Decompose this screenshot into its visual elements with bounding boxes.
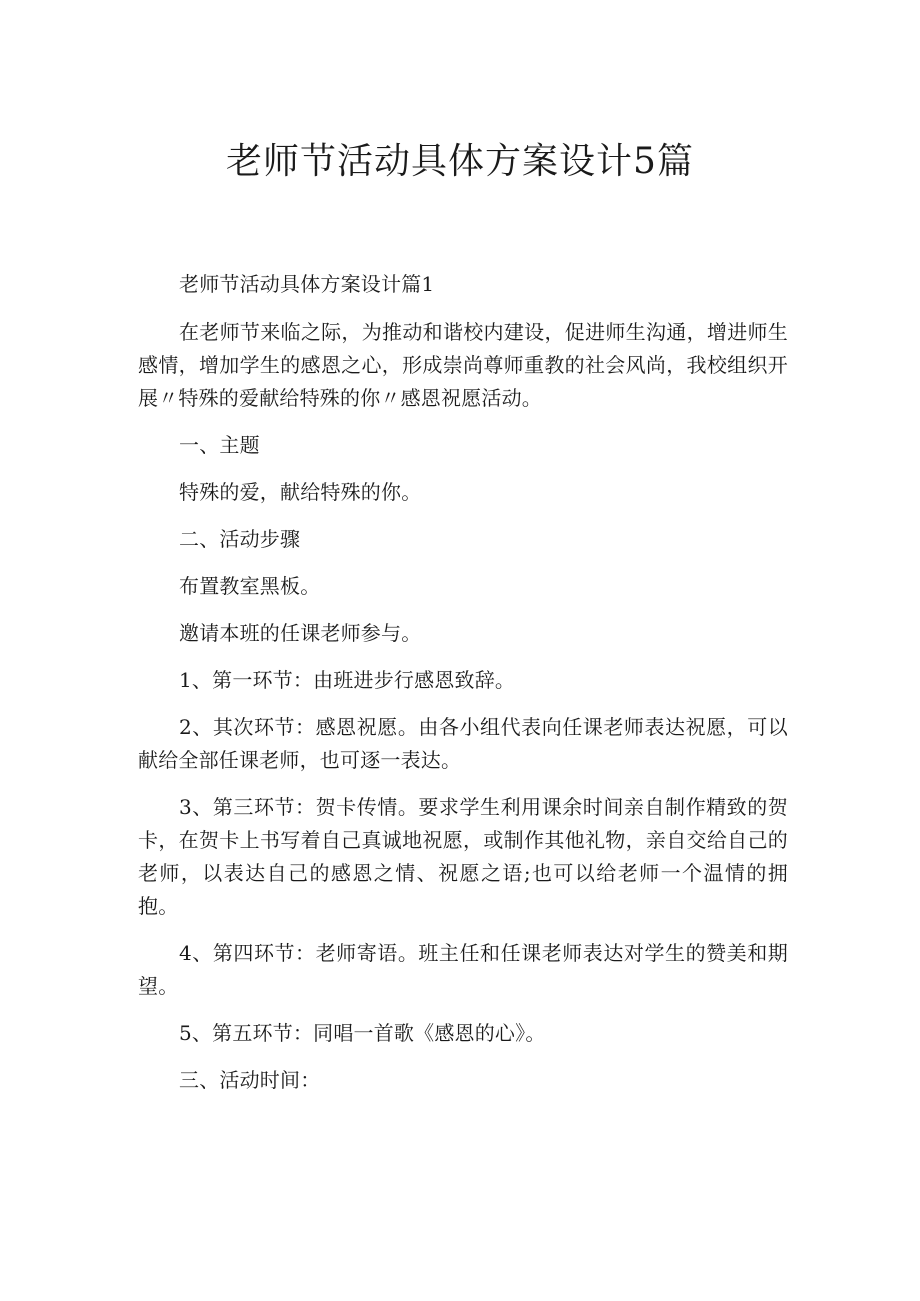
step-item-4: 4、第四环节：老师寄语。班主任和任课老师表达对学生的赞美和期望。 [138, 941, 788, 998]
section-heading: 老师节活动具体方案设计篇1 [179, 272, 435, 296]
steps-heading: 二、活动步骤 [179, 527, 301, 551]
step-item-5: 5、第五环节：同唱一首歌《感恩的心》。 [179, 1021, 546, 1045]
step-item-3: 3、第三环节：贺卡传情。要求学生利用课余时间亲自制作精致的贺卡，在贺卡上书写着自己真诚地祝愿，或制作其他礼物，亲自交给自己的老师，以表达自己的感恩之情、祝愿之语;也可以给老师一个温情的拥抱。 [138, 795, 788, 918]
step-text: 布置教室黑板。 [179, 574, 321, 598]
step-text: 邀请本班的任课老师参与。 [179, 621, 422, 645]
intro-paragraph: 在老师节来临之际，为推动和谐校内建设，促进师生沟通，增进师生感情，增加学生的感恩之心，形成崇尚尊师重教的社会风尚，我校组织开展〃特殊的爱献给特殊的你〃感恩祝愿活动。 [138, 320, 788, 410]
theme-text: 特殊的爱，献给特殊的你。 [179, 480, 422, 504]
document-title: 老师节活动具体方案设计5篇 [226, 141, 694, 182]
step-item-1: 1、第一环节：由班进步行感恩致辞。 [179, 668, 516, 692]
document-body [138, 268, 788, 1111]
step-item-2: 2、其次环节：感恩祝愿。由各小组代表向任课老师表达祝愿，可以献给全部任课老师，也可逐一表达。 [138, 715, 788, 772]
theme-heading: 一、主题 [179, 433, 260, 457]
time-heading: 三、活动时间： [179, 1068, 321, 1092]
